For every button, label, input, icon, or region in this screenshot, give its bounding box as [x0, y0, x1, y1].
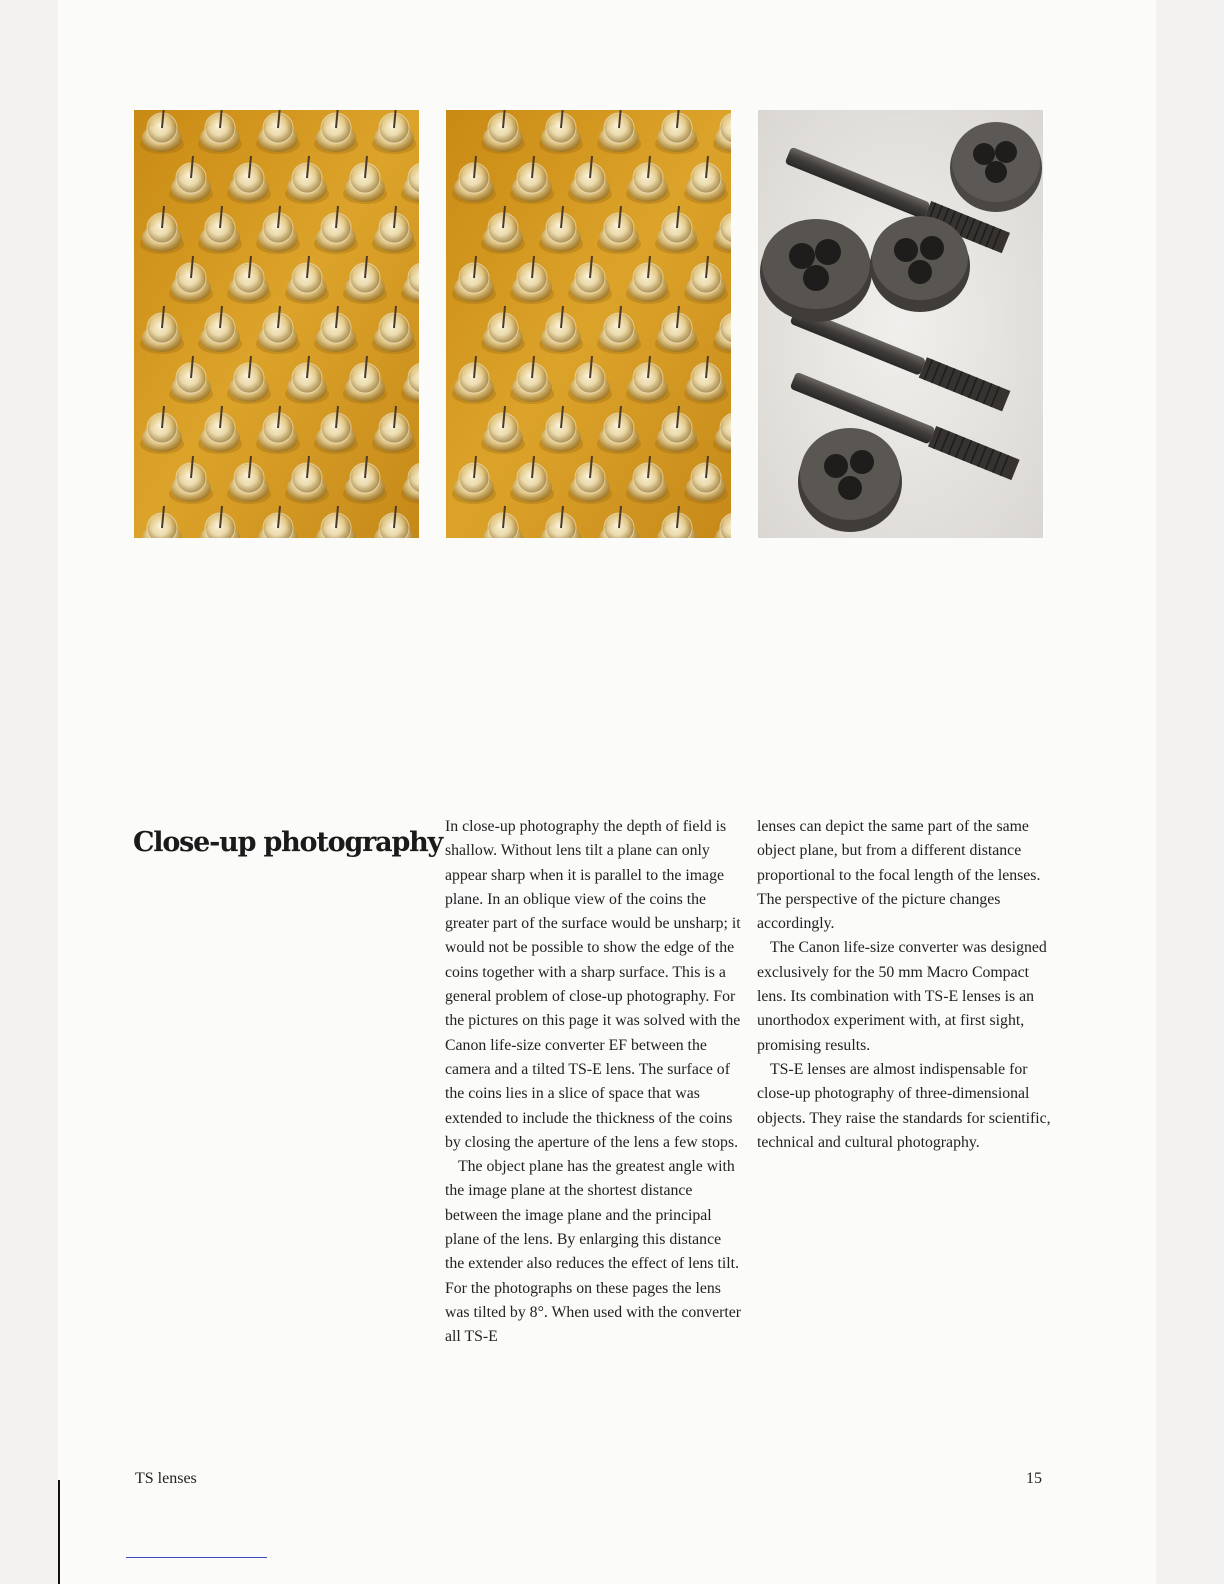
section-heading: Close-up photography: [133, 827, 443, 858]
page-number: 15: [1026, 1470, 1042, 1487]
paragraph: TS-E lenses are almost indispensable for close-up photography of three-dimensional objects. They raise the standards for scientific, technical and cultural photography.: [757, 1060, 1051, 1151]
paragraph: The object plane has the greatest angle with the image plane at the shortest distance between the image plane and the principal plane of the lens. By enlarging this distance the extender also reduces the effect of lens tilt. For the photographs on these pages the lens was tilted by 8°. When used with the converter all TS-E: [445, 1158, 741, 1346]
paragraph: In close-up photography the depth of field is shallow. Without lens tilt a plane can only appear sharp when it is parallel to the image plane. In an oblique view of the coins the greater part of the surface would be unsharp; it would not be possible to show the edge of the coins together with a sharp surface. This is a general problem of close-up photography. For the pictures on this page it was solved with the Canon life-size converter EF between the camera and a tilted TS-E lens. The surface of the coins lies in a slice of space that was extended to include the thickness of the coins by closing the aperture of the lens a few stops.: [445, 818, 741, 1151]
footer-section-title: TS lenses: [135, 1470, 197, 1487]
page-edge-shadow: [58, 1480, 60, 1584]
paragraph: lenses can depict the same part of the same object plane, but from a different distance proportional to the focal length of the lenses. The perspective of the picture changes accordingly.: [757, 818, 1041, 933]
taps-and-dies-image: [758, 110, 1043, 538]
footer-rule: [126, 1557, 267, 1558]
pushpins-image: [446, 110, 731, 538]
photo-pushpins-2: [446, 110, 731, 538]
pushpins-image: [134, 110, 419, 538]
text-column-2: [757, 815, 1055, 1155]
paragraph: The Canon life-size converter was designed exclusively for the 50 mm Macro Compact lens. Its combination with TS-E lenses is an unorthodox experiment with, at first sight, promising results.: [757, 939, 1047, 1054]
photo-pushpins-1: [134, 110, 419, 538]
text-column-1: [445, 815, 743, 1350]
photo-taps-and-dies: [758, 110, 1043, 538]
